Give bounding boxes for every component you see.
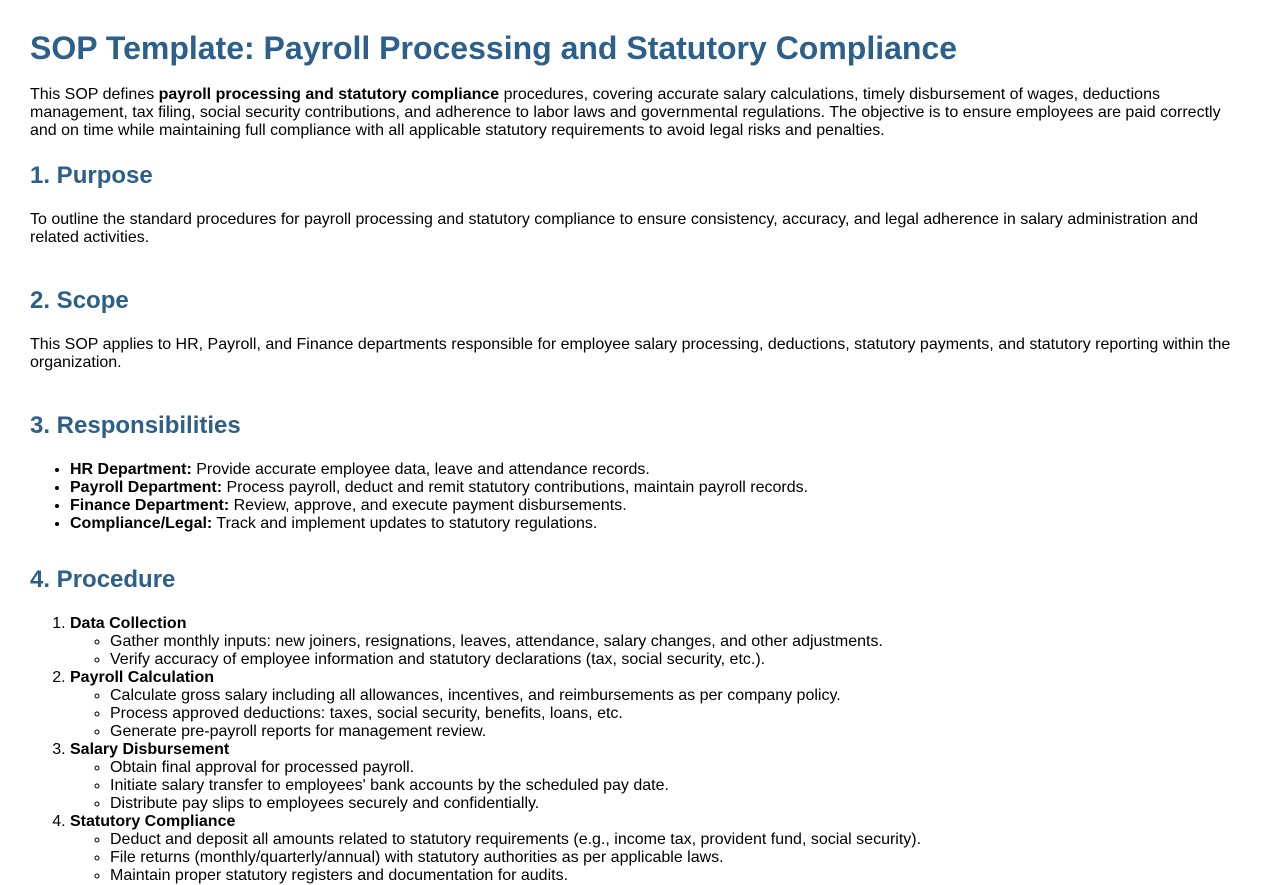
section-heading-purpose: 1. Purpose: [30, 162, 153, 189]
list-item: [70, 497, 1233, 515]
procedure-step: [70, 669, 1233, 741]
intro-paragraph: [30, 86, 1233, 140]
list-item: ◦ Calculate gross salary including all allowances, incentives, and reimbursements as per company policy.: [110, 687, 1233, 705]
responsibilities-list: [30, 461, 1233, 533]
procedure-list: [30, 615, 1233, 885]
list-item: ◦ File returns (monthly/quarterly/annual) with statutory authorities as per applicable laws.: [110, 849, 1233, 867]
list-item: ◦ Gather monthly inputs: new joiners, resignations, leaves, attendance, salary changes, and other adjustments.: [110, 633, 1233, 651]
intro-before: This SOP defines: [30, 86, 159, 103]
procedure-step: [70, 813, 1233, 885]
list-item: ◦ Obtain final approval for processed payroll.: [110, 759, 1233, 777]
step-title: Payroll Calculation: [70, 669, 215, 686]
list-item: ◦ Deduct and deposit all amounts related to statutory requirements (e.g., income tax, provident fund, social security).: [110, 831, 1233, 849]
item-label: Payroll Department:: [70, 479, 223, 496]
scope-paragraph: This SOP applies to HR, Payroll, and Finance departments responsible for employee salary processing, deductions, statutory payments, and statutory reporting within the organization.: [30, 336, 1231, 371]
item-label: Finance Department:: [70, 497, 230, 514]
section-heading-scope: 2. Scope: [30, 287, 129, 314]
item-label: Compliance/Legal:: [70, 515, 213, 532]
item-label: HR Department:: [70, 461, 192, 478]
step-sublist: [70, 687, 1233, 741]
item-text: Provide accurate employee data, leave and attendance records.: [191, 461, 650, 478]
item-text: Process payroll, deduct and remit statutory contributions, maintain payroll records.: [222, 479, 809, 496]
list-item: [70, 461, 1233, 479]
procedure-step: [70, 741, 1233, 813]
list-item: ◦ Maintain proper statutory registers and documentation for audits.: [110, 867, 1233, 885]
section-heading-responsibilities: 3. Responsibilities: [30, 412, 241, 439]
item-text: Track and implement updates to statutory regulations.: [212, 515, 598, 532]
step-sublist: [70, 633, 1233, 669]
item-text: Review, approve, and execute payment disbursements.: [229, 497, 627, 514]
list-item: [70, 515, 1233, 533]
step-sublist: [70, 759, 1233, 813]
step-title: Salary Disbursement: [70, 741, 230, 758]
list-item: ◦ Generate pre-payroll reports for management review.: [110, 723, 1233, 741]
page-title: SOP Template: Payroll Processing and Statutory Compliance: [30, 30, 958, 66]
list-item: ◦ Process approved deductions: taxes, social security, benefits, loans, etc.: [110, 705, 1233, 723]
step-title: Data Collection: [70, 615, 187, 632]
purpose-paragraph: To outline the standard procedures for payroll processing and statutory compliance to ensure consistency, accuracy, and legal adherence in salary administration and related activities.: [30, 211, 1199, 246]
list-item: ◦ Verify accuracy of employee information and statutory declarations (tax, social security, etc.).: [110, 651, 1233, 669]
list-item: [70, 479, 1233, 497]
intro-bold: payroll processing and statutory compliance: [158, 86, 500, 103]
list-item: ◦ Distribute pay slips to employees securely and confidentially.: [110, 795, 1233, 813]
list-item: ◦ Initiate salary transfer to employees' bank accounts by the scheduled pay date.: [110, 777, 1233, 795]
intro-after: procedures, covering accurate salary calculations, timely disbursement of wages, deductions management, tax filing, social security contributions, and adherence to labor laws and governmental regulations. The objective is to ensure employees are paid correctly and on time while maintaining full compliance with all applicable statutory requirements to avoid legal risks and penalties.: [30, 86, 1221, 139]
section-heading-procedure: 4. Procedure: [30, 566, 176, 593]
procedure-step: [70, 615, 1233, 669]
step-title: Statutory Compliance: [70, 813, 236, 830]
step-sublist: [70, 831, 1233, 885]
